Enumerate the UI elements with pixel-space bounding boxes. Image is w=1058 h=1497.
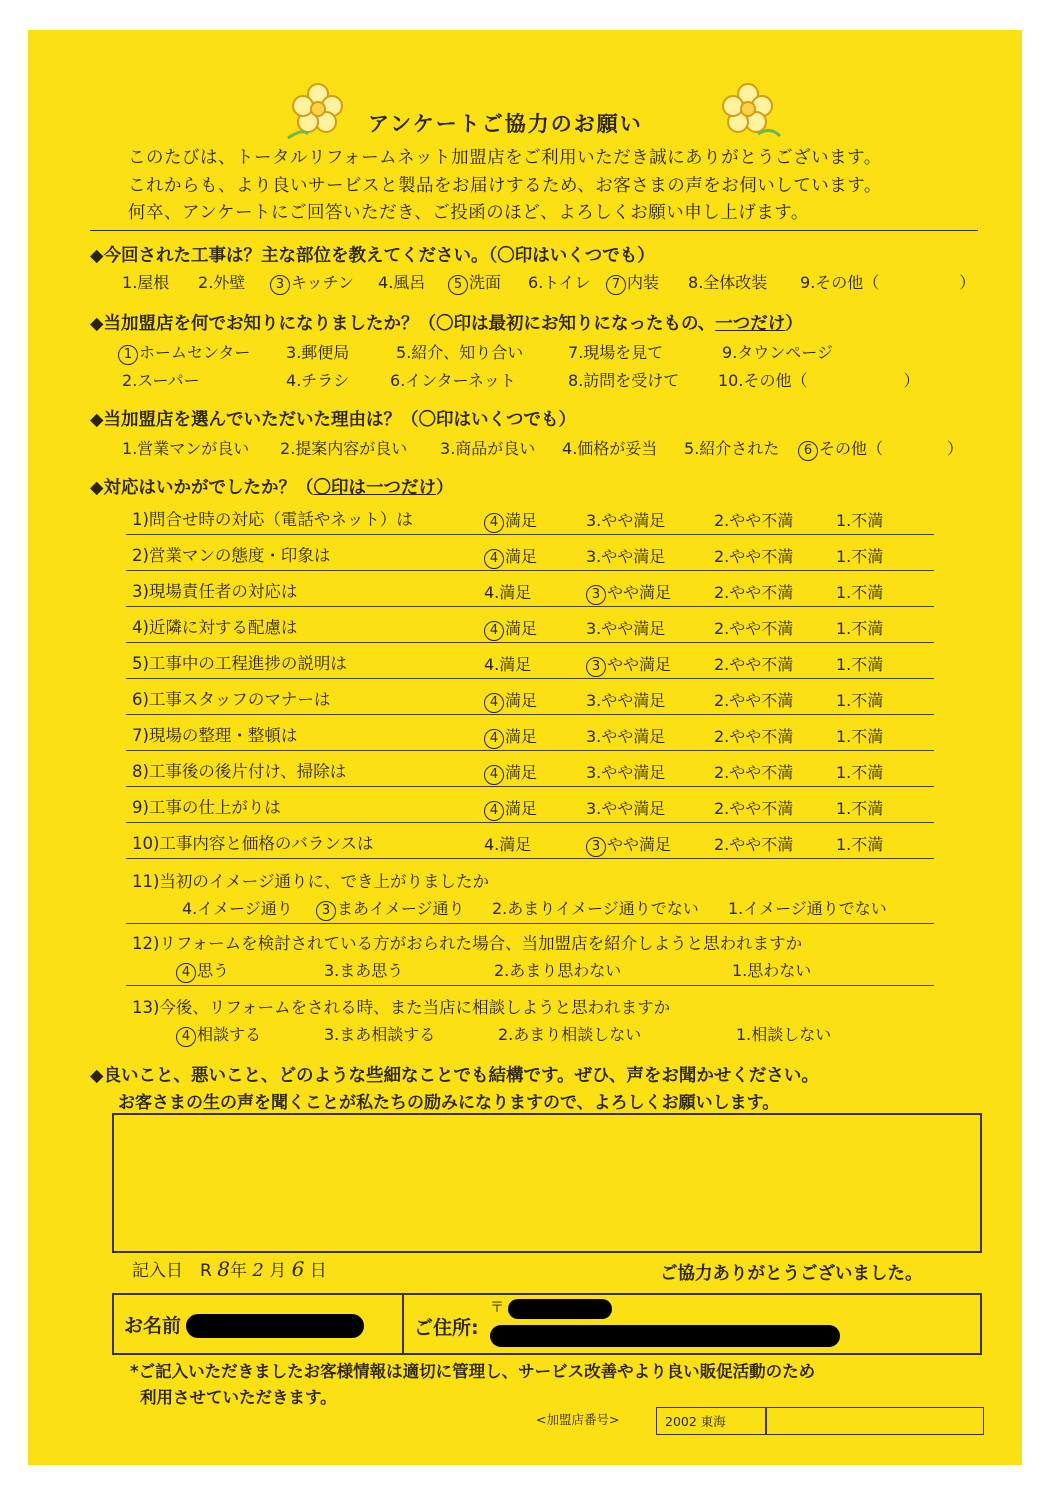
q4-row-divider <box>126 714 934 715</box>
q11-label: 11)当初のイメージ通りに、でき上がりましたか <box>132 872 489 891</box>
comments-subheading: お客さまの生の声を聞くことが私たちの励みになりますので、よろしくお願いします。 <box>118 1093 780 1113</box>
q13-option-3[interactable]: 3.まあ相談する <box>324 1025 436 1044</box>
rating-text: 満足 <box>505 799 538 818</box>
q1-option-3[interactable]: 3 キッチン <box>270 270 354 295</box>
q4-rating-option[interactable]: 2.やや不満 <box>714 511 794 530</box>
rating-text: 満足 <box>505 511 538 530</box>
postal-redaction <box>508 1299 612 1319</box>
q4-rating-option[interactable]: 3.やや満足 <box>586 511 666 530</box>
q4-row-divider <box>126 750 934 751</box>
address-redaction <box>490 1325 840 1347</box>
q4-rating-option[interactable]: 2.やや不満 <box>714 799 794 818</box>
selected-mark: 4 <box>484 621 504 641</box>
privacy-line-2: 利用させていただきます。 <box>140 1388 337 1407</box>
q11-option-1[interactable]: 1.イメージ通りでない <box>728 899 887 918</box>
q13-option-4[interactable]: 4 相談する <box>176 1022 261 1047</box>
rating-text: 満足 <box>505 691 538 710</box>
q4-rating-option[interactable]: 1.不満 <box>836 619 884 638</box>
rating-text: やや満足 <box>607 835 672 854</box>
name-label: お名前 <box>124 1315 182 1337</box>
selected-mark: 4 <box>484 549 504 569</box>
q13-option-1[interactable]: 1.相談しない <box>736 1025 832 1044</box>
q4-row-divider <box>126 858 934 859</box>
survey-sheet <box>28 30 1022 1465</box>
q1-option-8[interactable]: 8.全体改装 <box>688 273 768 292</box>
q3-option-2[interactable]: 2.提案内容が良い <box>280 439 408 458</box>
q4-rating-option[interactable] <box>484 796 537 821</box>
q4-row-label: 4)近隣に対する配慮は <box>132 618 298 637</box>
member-number-label: <加盟店番号> <box>536 1412 620 1427</box>
rating-text: 満足 <box>505 619 538 638</box>
info-divider <box>402 1295 404 1353</box>
rating-text: 満足 <box>505 763 538 782</box>
comments-textarea[interactable] <box>112 1113 982 1253</box>
q2-option-8[interactable]: 8.訪問を受けて <box>568 371 680 390</box>
q2-option-5[interactable]: 5.紹介、知り合い <box>396 343 524 362</box>
q11-option-3[interactable]: 3 まあイメージ通り <box>316 896 465 921</box>
q3-option-6[interactable]: 6 その他（ ） <box>798 436 963 461</box>
customer-info-table <box>112 1293 982 1355</box>
q4-rating-option[interactable]: 3.やや満足 <box>586 547 666 566</box>
q4-row-divider <box>126 678 934 679</box>
q4-row-label: 7)現場の整理・整頓は <box>132 726 298 745</box>
q4-rating-option[interactable]: 3.やや満足 <box>586 763 666 782</box>
q1-option-6[interactable]: 6.トイレ <box>528 273 591 292</box>
selected-mark: 4 <box>484 729 504 749</box>
selected-mark: 3 <box>586 657 606 677</box>
q1-option-9[interactable]: 9.その他（ ） <box>800 273 976 292</box>
q4-rating-option[interactable]: 2.やや不満 <box>714 835 794 854</box>
q4-row-label: 5)工事中の工程進捗の説明は <box>132 654 347 673</box>
q3-option-3[interactable]: 3.商品が良い <box>440 439 536 458</box>
q4-row-label: 6)工事スタッフのマナーは <box>132 690 331 709</box>
selected-mark: 4 <box>484 801 504 821</box>
q4-row-label: 1)問合せ時の対応（電話やネット）は <box>132 510 413 529</box>
q4-rating-option[interactable] <box>484 508 537 533</box>
q4-rating-option[interactable]: 2.やや不満 <box>714 763 794 782</box>
flower-left-icon <box>278 76 358 146</box>
q4-row-divider <box>126 570 934 571</box>
q4-rating-option[interactable] <box>484 760 537 785</box>
header-divider <box>90 230 978 231</box>
q4-rating-option[interactable] <box>484 616 537 641</box>
q13-label: 13)今後、リフォームをされる時、また当店に相談しようと思われますか <box>132 998 671 1017</box>
q12-option-1[interactable]: 1.思わない <box>732 961 812 980</box>
member-number-box <box>656 1407 984 1435</box>
q4-rating-option[interactable]: 4.満足 <box>484 835 532 854</box>
q1-option-4[interactable]: 4.風呂 <box>378 273 426 292</box>
q12-label: 12)リフォームを検討されている方がおられた場合、当加盟店を紹介しようと思われますか <box>132 934 803 953</box>
q12-option-2[interactable]: 2.あまり思わない <box>494 961 622 980</box>
q2-option-2[interactable]: 2.スーパー <box>122 371 200 390</box>
q3-option-4[interactable]: 4.価格が妥当 <box>562 439 658 458</box>
comments-heading: ◆良いこと、悪いこと、どのような些細なことでも結構です。ぜひ、声をお聞かせください。 <box>90 1066 819 1086</box>
q4-rating-option[interactable]: 4.満足 <box>484 583 532 602</box>
q2-heading: ◆当加盟店を何でお知りになりましたか？（〇印は最初にお知りになったもの、一つだけ） <box>90 314 803 334</box>
q4-rating-option[interactable]: 1.不満 <box>836 691 884 710</box>
q12-option-3[interactable]: 3.まあ思う <box>324 961 404 980</box>
privacy-line-1: *ご記入いただきましたお客様情報は適切に管理し、サービス改善やより良い販促活動のため <box>130 1362 816 1381</box>
member-box-divider <box>765 1408 767 1434</box>
q4-rating-option[interactable]: 2.やや不満 <box>714 619 794 638</box>
name-redaction <box>186 1314 364 1338</box>
q2-option-3[interactable]: 3.郵便局 <box>286 343 350 362</box>
postal-mark: 〒 <box>490 1300 504 1316</box>
selected-mark: 4 <box>484 513 504 533</box>
rating-text: やや満足 <box>607 655 672 674</box>
q4-rating-option[interactable]: 3.やや満足 <box>586 619 666 638</box>
q11-divider <box>126 923 934 924</box>
q4-row-label: 3)現場責任者の対応は <box>132 582 298 601</box>
q4-rating-option[interactable]: 3.やや満足 <box>586 691 666 710</box>
q4-row-divider <box>126 606 934 607</box>
q4-rating-option[interactable]: 2.やや不満 <box>714 655 794 674</box>
selected-mark: 3 <box>586 837 606 857</box>
q4-rating-option[interactable] <box>484 544 537 569</box>
q3-option-1[interactable]: 1.営業マンが良い <box>122 439 250 458</box>
member-code: 2002 東海 <box>665 1414 726 1429</box>
entry-date: 記入日 R 8年 2 月 6 日 <box>132 1257 327 1281</box>
intro-line-3: 何卒、アンケートにご回答いただき、ご投函のほど、よろしくお願い申し上げます。 <box>128 203 809 223</box>
q3-option-5[interactable]: 5.紹介された <box>684 439 780 458</box>
q1-heading: ◆今回された工事は？主な部位を教えてください。（〇印はいくつでも） <box>90 246 655 266</box>
q4-rating-option[interactable]: 1.不満 <box>836 547 884 566</box>
q4-row-divider <box>126 822 934 823</box>
q4-row-label: 2)営業マンの態度・印象は <box>132 546 331 565</box>
q2-option-7[interactable]: 7.現場を見て <box>568 343 664 362</box>
q4-rating-option[interactable]: 2.やや不満 <box>714 727 794 746</box>
flower-right-icon <box>708 76 788 146</box>
selected-mark: 4 <box>484 693 504 713</box>
q4-rating-option[interactable]: 2.やや不満 <box>714 583 794 602</box>
q2-option-9[interactable]: 9.タウンページ <box>722 343 833 362</box>
q4-row-divider <box>126 642 934 643</box>
q4-rating-option[interactable] <box>586 652 671 677</box>
q3-heading: ◆当加盟店を選んでいただいた理由は？（〇印はいくつでも） <box>90 410 576 430</box>
q11-option-4[interactable]: 4.イメージ通り <box>182 899 293 918</box>
q11-option-2[interactable]: 2.あまりイメージ通りでない <box>492 899 699 918</box>
q2-option-1[interactable]: 1 ホームセンター <box>118 340 250 365</box>
address-label: ご住所: <box>414 1317 479 1339</box>
q2-option-6[interactable]: 6.インターネット <box>390 371 516 390</box>
q4-rating-option[interactable]: 3.やや満足 <box>586 727 666 746</box>
q12-divider <box>126 985 934 986</box>
survey-title: アンケートご協力のお願い <box>368 112 643 136</box>
q4-rating-option[interactable]: 3.やや満足 <box>586 799 666 818</box>
q4-rating-option[interactable]: 1.不満 <box>836 799 884 818</box>
q4-rating-option[interactable] <box>484 688 537 713</box>
rating-text: 満足 <box>505 547 538 566</box>
q4-rating-option[interactable]: 2.やや不満 <box>714 547 794 566</box>
q4-heading: ◆対応はいかがでしたか？（〇印は一つだけ） <box>90 478 454 498</box>
selected-mark: 4 <box>484 765 504 785</box>
q12-option-4[interactable]: 4 思う <box>176 958 229 983</box>
q4-rating-option[interactable]: 2.やや不満 <box>714 691 794 710</box>
q4-rating-option[interactable]: 1.不満 <box>836 727 884 746</box>
q4-row-label: 10)工事内容と価格のバランスは <box>132 834 374 853</box>
q4-row-divider <box>126 534 934 535</box>
q4-rating-option[interactable] <box>484 724 537 749</box>
q1-option-5[interactable]: 5 洗面 <box>448 270 501 295</box>
intro-line-2: これからも、より良いサービスと製品をお届けするため、お客さまの声をお伺いしています。 <box>128 176 882 196</box>
q4-rating-option[interactable]: 1.不満 <box>836 655 884 674</box>
q4-row-divider <box>126 786 934 787</box>
q2-option-10[interactable]: 10.その他（ ） <box>718 371 920 390</box>
rating-text: やや満足 <box>607 583 672 602</box>
q4-rating-option[interactable] <box>586 580 671 605</box>
q4-rating-option[interactable]: 1.不満 <box>836 583 884 602</box>
rating-text: 満足 <box>505 727 538 746</box>
q4-rating-option[interactable]: 1.不満 <box>836 763 884 782</box>
intro-line-1: このたびは、トータルリフォームネット加盟店をご利用いただき誠にありがとうございます。 <box>128 148 882 168</box>
q13-option-2[interactable]: 2.あまり相談しない <box>498 1025 642 1044</box>
q1-option-7[interactable]: 7 内装 <box>606 270 659 295</box>
q4-row-label: 9)工事の仕上がりは <box>132 798 281 817</box>
q2-option-4[interactable]: 4.チラシ <box>286 371 350 390</box>
selected-mark: 3 <box>586 585 606 605</box>
q4-rating-option[interactable] <box>586 832 671 857</box>
thanks-text: ご協力ありがとうございました。 <box>660 1264 923 1284</box>
q4-rating-option[interactable]: 1.不満 <box>836 835 884 854</box>
q4-rating-option[interactable]: 1.不満 <box>836 511 884 530</box>
q4-row-label: 8)工事後の後片付け、掃除は <box>132 762 347 781</box>
q1-option-1[interactable]: 1.屋根 <box>122 273 170 292</box>
q4-rating-option[interactable]: 4.満足 <box>484 655 532 674</box>
q1-option-2[interactable]: 2.外壁 <box>198 273 246 292</box>
